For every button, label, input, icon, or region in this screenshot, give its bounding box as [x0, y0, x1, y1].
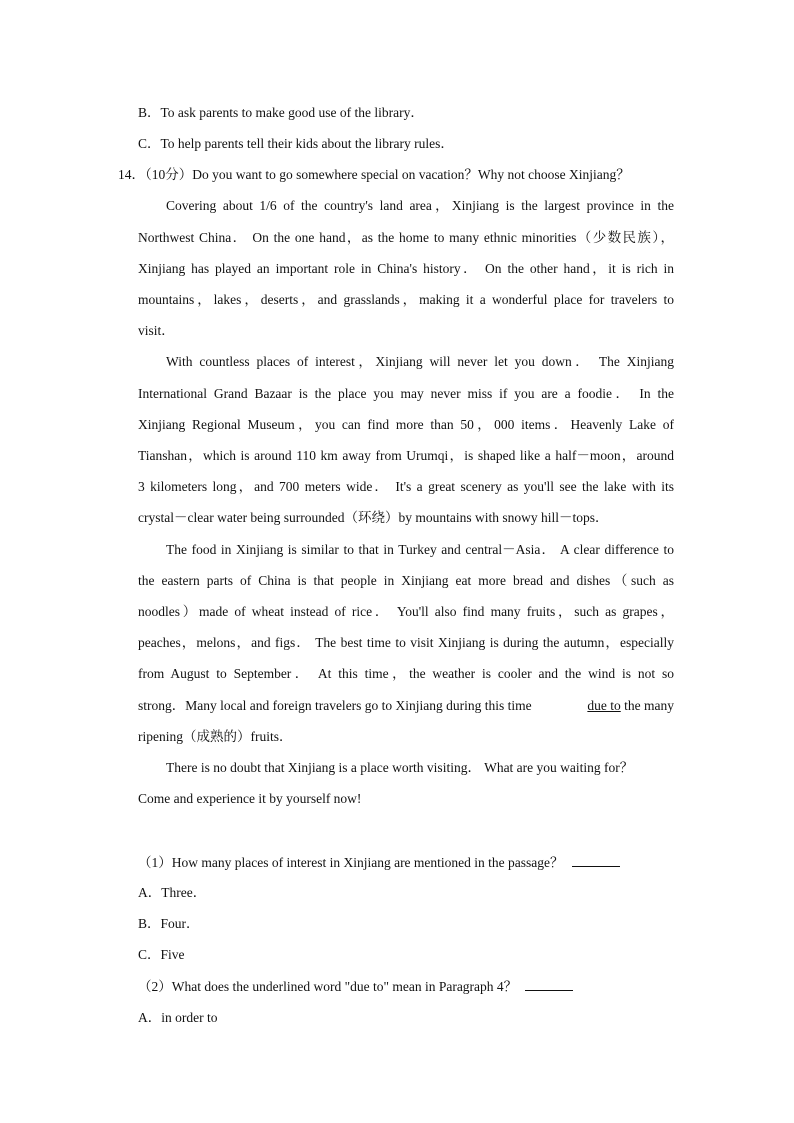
paragraph-4-line: There is no doubt that Xinjiang is a place worth visiting． What are you waiting for？	[166, 760, 634, 775]
sub-1-option-c: C．Five	[138, 947, 185, 962]
paragraph-1-line: mountains，lakes，deserts，and grasslands，making it a wonderful place for travelers to	[138, 292, 674, 307]
paragraph-2-line: 3 kilometers long，and 700 meters wide． It's a great scenery as you'll see the lake with its	[138, 479, 674, 494]
paragraph-4-line: Come and experience it by yourself now!	[138, 791, 362, 806]
paragraph-3-line: noodles）made of wheat instead of rice． You'll also find many fruits，such as grapes，	[138, 604, 674, 619]
paragraph-1-line: visit．	[138, 323, 175, 338]
option-b: B．To ask parents to make good use of the library．	[138, 105, 424, 120]
paragraph-2-line: With countless places of interest，Xinjiang will never let you down． The Xinjiang	[166, 354, 674, 369]
paragraph-3-line: the eastern parts of China is that people in Xinjiang eat more bread and dishes（such as	[138, 573, 674, 588]
paragraph-1-line: Xinjiang has played an important role in China's history． On the other hand，it is rich in	[138, 261, 674, 276]
underlined-word: due to	[587, 698, 621, 713]
paragraph-3-tail	[587, 697, 674, 715]
paragraph-3-line: The food in Xinjiang is similar to that in Turkey and central－Asia． A clear difference to	[166, 542, 674, 557]
paragraph-2-line: Tianshan，which is around 110 km away from Urumqi，is shaped like a half－moon，around	[138, 448, 674, 463]
paragraph-3-line: ripening（成熟的）fruits．	[138, 729, 293, 744]
paragraph-2-line: Xinjiang Regional Museum，you can find more than 50，000 items．Heavenly Lake of	[138, 417, 674, 432]
option-c: C．To help parents tell their kids about the library rules．	[138, 136, 454, 151]
paragraph-3-line: from August to September． At this time，the weather is cooler and the wind is not so	[138, 666, 674, 681]
sub-question-2-text: （2）What does the underlined word "due to" mean in Paragraph 4？	[138, 979, 518, 994]
paragraph-1-line: Northwest China． On the one hand，as the home to many ethnic minorities（少数民族），	[138, 230, 674, 245]
question-14-header: 14．（10分）Do you want to go somewhere special on vacation？Why not choose Xinjiang？	[118, 167, 630, 182]
sub-question-1	[138, 853, 620, 872]
paragraph-3-line: peaches，melons，and figs． The best time to visit Xinjiang is during the autumn，especially	[138, 635, 674, 650]
sub-2-option-a: A．in order to	[138, 1010, 218, 1025]
paragraph-3-line-with-underline	[138, 697, 674, 715]
paragraph-2-line: International Grand Bazaar is the place you may never miss if you are a foodie． In the	[138, 386, 674, 401]
sub-1-option-b: B．Four．	[138, 916, 200, 931]
sub-question-2	[138, 977, 573, 996]
answer-blank	[572, 853, 620, 867]
paragraph-1-line: Covering about 1/6 of the country's land area，Xinjiang is the largest province in the	[166, 198, 674, 213]
sub-1-option-a: A．Three．	[138, 885, 207, 900]
paragraph-3-text: the many	[624, 698, 674, 713]
sub-question-1-text: （1）How many places of interest in Xinjiang are mentioned in the passage？	[138, 855, 564, 870]
answer-blank	[525, 977, 573, 991]
paragraph-2-line: crystal－clear water being surrounded（环绕）by mountains with snowy hill－tops．	[138, 510, 609, 525]
paragraph-3-text: strong．Many local and foreign travelers go to Xinjiang during this time	[138, 698, 532, 713]
